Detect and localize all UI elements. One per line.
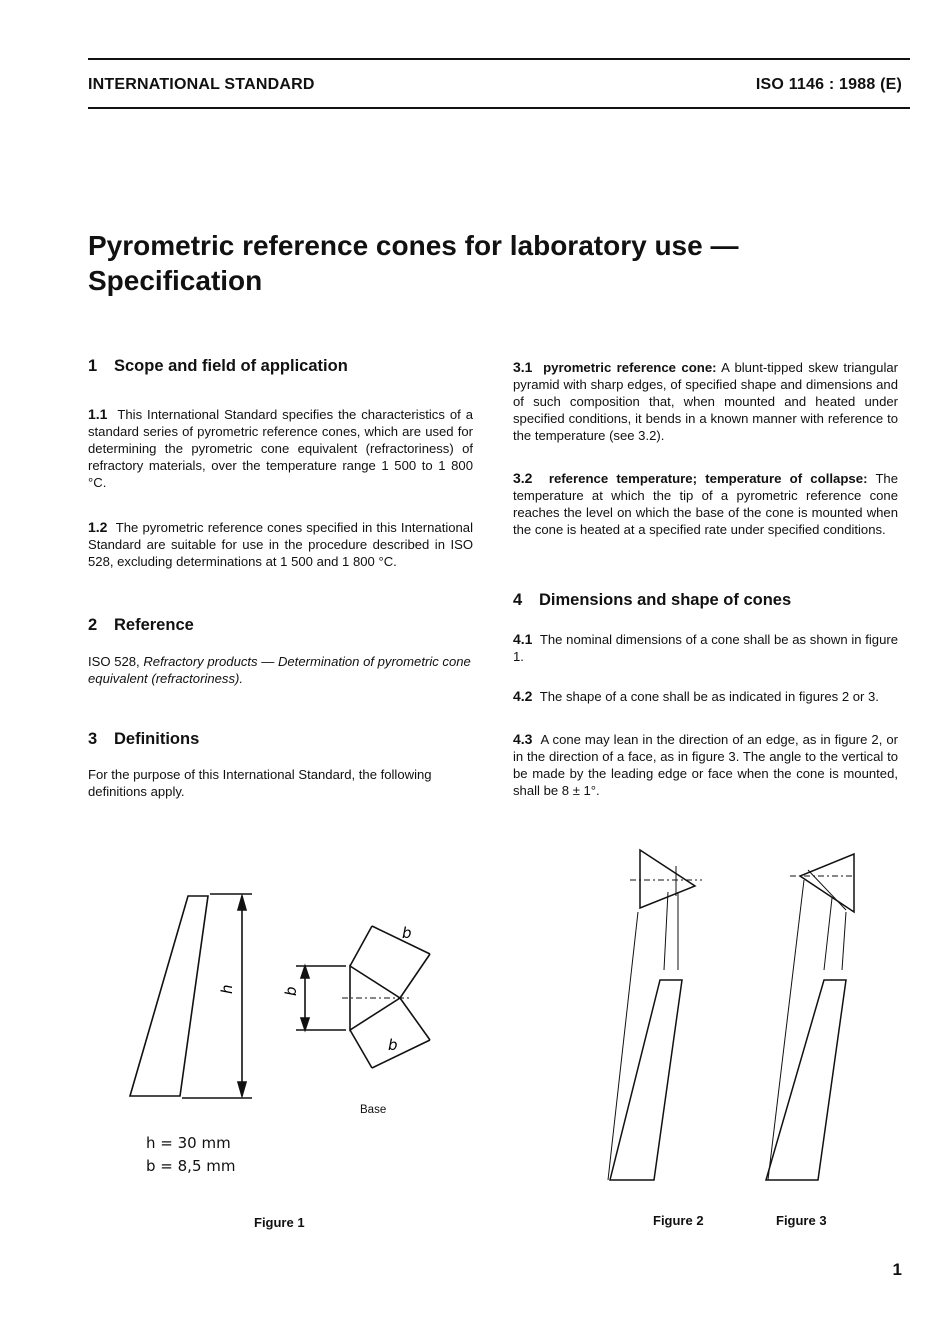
section-4-number: 4 — [513, 591, 523, 609]
h-dimension-label: h — [218, 984, 236, 994]
paragraph-1-1-number: 1.1 — [88, 406, 108, 422]
section-4-heading — [513, 591, 791, 610]
h-arrow-bottom — [238, 1082, 246, 1096]
definition-3-1-number: 3.1 — [513, 359, 533, 375]
section-3-number: 3 — [88, 730, 98, 748]
definition-3-1 — [513, 359, 898, 444]
paragraph-1-2 — [88, 519, 473, 570]
header-rule — [88, 107, 910, 109]
b-upper-ext-2 — [400, 954, 430, 998]
cone-side-view — [130, 896, 208, 1096]
definitions-intro: For the purpose of this International Standard, the following definitions apply. — [88, 767, 432, 799]
reference-title: Refractory products — Determination of pyrometric cone equivalent (refractoriness). — [88, 654, 471, 686]
b-upper-dimension-line — [372, 926, 430, 954]
header-iso-number: ISO 1146 : 1988 (E) — [755, 76, 902, 93]
paragraph-4-2-number: 4.2 — [513, 688, 533, 704]
section-1-title: Scope and field of application — [114, 357, 348, 375]
figure-1-drawing — [110, 870, 450, 1110]
paragraph-1-1 — [88, 406, 473, 491]
title-line-1: Pyrometric reference cones for laboratory use — — [88, 230, 739, 261]
b-upper-ext-1 — [350, 926, 372, 966]
fig2-left-long-line — [608, 912, 638, 1180]
definition-3-2 — [513, 470, 898, 538]
top-rule — [88, 58, 910, 60]
definition-3-1-text: A blunt-tipped skew triangular pyramid with sharp edges, of specified shape and dimensions and of such composition that, when mounted and heated under specified conditions, it bends in a known manner with reference to the temperature (see 3.2). — [513, 360, 898, 443]
paragraph-4-1 — [513, 631, 898, 665]
section-1-number: 1 — [88, 357, 98, 375]
fig3-top-triangle — [800, 854, 854, 912]
paragraph-1-1-text: This International Standard specifies the characteristics of a standard series of pyrometric reference cones, which are used for determining the pyrometric cone equivalent (refractoriness) of refractory materials, over the temperature range 1 500 to 1 800 °C. — [88, 407, 473, 490]
h-value: h = 30 mm — [146, 1134, 231, 1152]
paragraph-4-3 — [513, 731, 898, 799]
b-lower-label: b — [388, 1036, 398, 1054]
definition-3-1-term: pyrometric reference cone: — [543, 360, 717, 375]
figure-3-drawing — [750, 840, 870, 1190]
reference-paragraph — [88, 653, 473, 687]
fig3-mid-line-1 — [824, 898, 832, 970]
paragraph-4-1-text: The nominal dimensions of a cone shall be as shown in figure 1. — [513, 632, 899, 664]
section-2-title: Reference — [114, 616, 194, 634]
fig3-left-long-line — [768, 880, 804, 1180]
header-standard-label: INTERNATIONAL STANDARD — [88, 76, 315, 93]
paragraph-1-2-number: 1.2 — [88, 519, 108, 535]
definition-3-2-term: reference temperature; temperature of collapse: — [548, 471, 868, 486]
definition-3-2-number: 3.2 — [513, 470, 533, 486]
section-1-heading — [88, 357, 348, 376]
section-2-number: 2 — [88, 616, 98, 634]
figure-3-caption: Figure 3 — [776, 1213, 827, 1228]
paragraph-4-2 — [513, 688, 898, 705]
paragraph-4-2-text: The shape of a cone shall be as indicated in figures 2 or 3. — [539, 689, 879, 704]
paragraph-4-1-number: 4.1 — [513, 631, 533, 647]
section-2-heading — [88, 616, 194, 635]
definition-3-2-text: The temperature at which the tip of a pyrometric reference cone reaches the level on which the base of the cone is mounted when the cone is heated at a specified rate under specified conditions. — [513, 471, 898, 537]
paragraph-4-3-text: A cone may lean in the direction of an edge, as in figure 2, or in the direction of a face, as in figure 3. The angle to the vertical to be made by the leading edge or face when the cone is mounted, shall be 8 ± 1°. — [513, 732, 898, 798]
paragraph-1-2-text: The pyrometric reference cones specified in this International Standard are suitable for use in the procedure described in ISO 528, excluding determinations at 1 500 and 1 800 °C. — [88, 520, 474, 569]
section-4-title: Dimensions and shape of cones — [539, 591, 792, 609]
b-value: b = 8,5 mm — [146, 1157, 236, 1175]
fig2-cone-side — [610, 980, 682, 1180]
reference-code: ISO 528, — [88, 654, 140, 669]
b-upper-label: b — [402, 924, 412, 942]
b-lower-ext-1 — [350, 1030, 372, 1068]
fig2-mid-line-1 — [664, 892, 668, 970]
figure-1-formulas — [146, 1132, 235, 1178]
page-number: 1 — [892, 1260, 902, 1279]
base-label: Base — [360, 1104, 387, 1116]
b-left-label: b — [282, 986, 300, 996]
h-arrow-top — [238, 896, 246, 910]
b-lower-ext-2 — [400, 998, 430, 1040]
section-3-heading — [88, 730, 199, 749]
paragraph-4-3-number: 4.3 — [513, 731, 533, 747]
b-left-arrow-top — [301, 966, 309, 978]
b-lower-dimension-line — [372, 1040, 430, 1068]
section-3-title: Definitions — [114, 730, 200, 748]
page-title — [88, 228, 848, 298]
figure-2-caption: Figure 2 — [653, 1213, 704, 1228]
figure-2-drawing — [590, 840, 710, 1190]
b-left-arrow-bottom — [301, 1018, 309, 1030]
figure-1-caption: Figure 1 — [254, 1215, 305, 1230]
title-line-2: Specification — [88, 265, 263, 296]
fig3-cone-side — [766, 980, 846, 1180]
fig3-mid-line-2 — [842, 912, 846, 970]
